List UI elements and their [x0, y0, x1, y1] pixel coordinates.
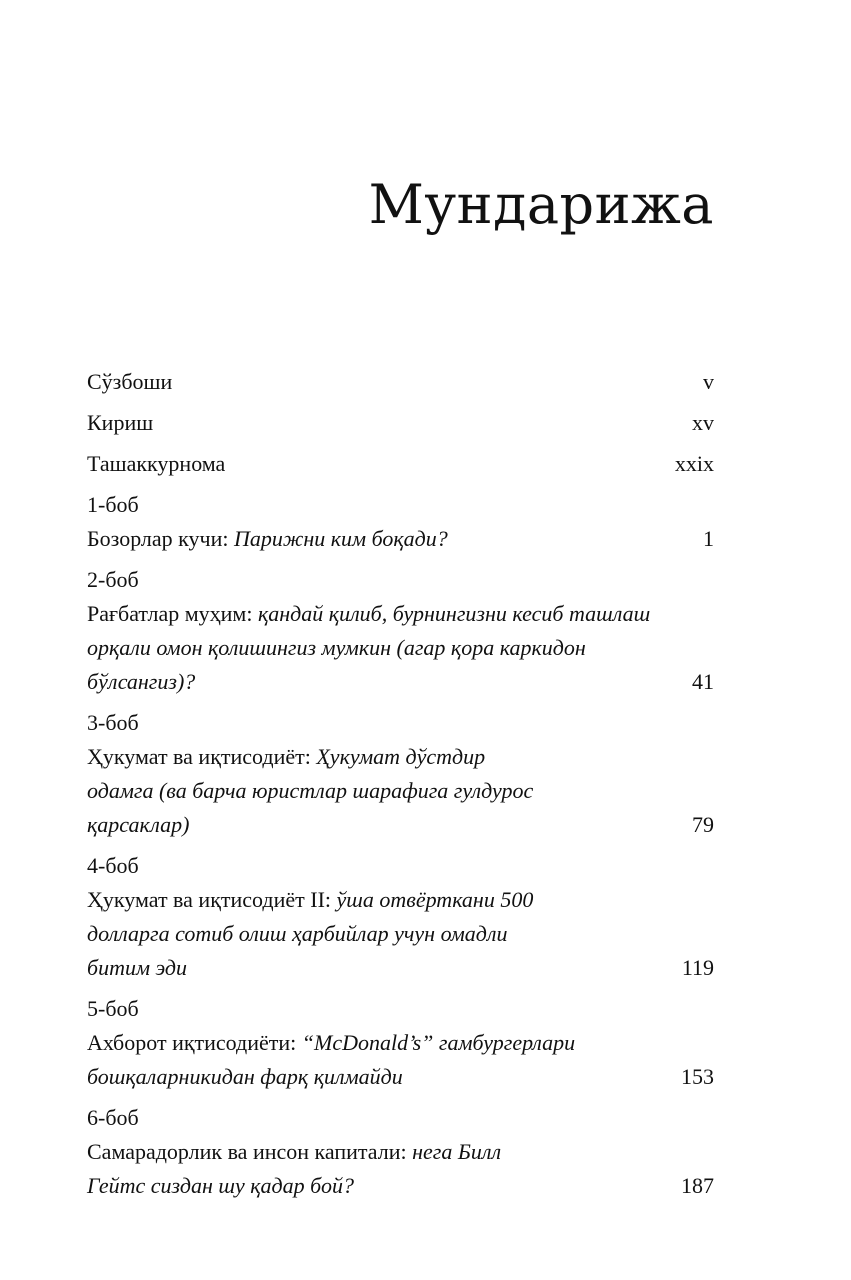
toc-page-number: 79 — [692, 812, 714, 837]
chapter-title: Бозорлар кучи: — [87, 526, 234, 551]
chapter-subtitle: Ҳукумат дўстдир одамга (ва барча юристлар шарафига гулдурос қарсаклар) — [87, 744, 534, 837]
toc-page-number: 187 — [681, 1173, 714, 1198]
chapter-label: 1-боб — [87, 492, 139, 517]
toc-page-number: 1 — [703, 526, 714, 551]
page-title: Мундарижа — [368, 173, 714, 236]
toc-entry-title: Ташаккурнома — [87, 451, 226, 476]
toc-entry-chapter-2[interactable] — [87, 563, 714, 699]
chapter-subtitle: “McDonald’s” гамбургерлари бошқаларникидан фарқ қилмайди — [87, 1030, 576, 1089]
chapter-subtitle: ўша отвёрткани 500 долларга сотиб олиш ҳарбийлар учун омадли битим эди — [87, 887, 534, 980]
toc-entry-text — [87, 488, 703, 556]
toc-entry-chapter-1[interactable] — [87, 488, 714, 556]
chapter-title: Самарадорлик ва инсон капитали: — [87, 1139, 413, 1164]
toc-entry-chapter-3[interactable] — [87, 706, 714, 842]
toc-page-number: v — [703, 369, 714, 394]
toc-page-number: xv — [692, 410, 714, 435]
toc-page-number: 41 — [692, 669, 714, 694]
chapter-label: 4-боб — [87, 853, 139, 878]
chapter-title: Ҳукумат ва иқтисодиёт II: — [87, 887, 337, 912]
toc-entry-title — [87, 740, 557, 842]
toc-entry-chapter-6[interactable] — [87, 1101, 714, 1203]
chapter-subtitle: Парижни ким боқади? — [233, 526, 448, 551]
chapter-subtitle: нега Билл Гейтс сиздан шу қадар бой? — [87, 1139, 502, 1198]
toc-entry-text — [87, 849, 682, 985]
chapter-title: Рағбатлар муҳим: — [87, 601, 258, 626]
toc-entry-text — [87, 706, 692, 842]
toc-entry-title: Сўзбоши — [87, 369, 173, 394]
chapter-label: 2-боб — [87, 567, 139, 592]
table-of-contents — [87, 365, 714, 1210]
toc-entry-text — [87, 365, 703, 399]
toc-entry-chapter-5[interactable] — [87, 992, 714, 1094]
toc-entry-chapter-4[interactable] — [87, 849, 714, 985]
toc-entry-title — [87, 597, 652, 699]
toc-entry-preface[interactable] — [87, 365, 714, 399]
toc-entry-introduction[interactable] — [87, 406, 714, 440]
chapter-subtitle: қандай қилиб, бурнингизни кесиб ташлаш орқали омон қолишингиз мумкин (агар қора каркидон бўлсангиз)? — [87, 601, 651, 694]
toc-entry-text — [87, 992, 681, 1094]
chapter-title: Ахборот иқтисодиёти: — [87, 1030, 302, 1055]
toc-entry-title — [87, 883, 567, 985]
toc-entry-acknowledgements[interactable] — [87, 447, 714, 481]
toc-entry-title — [87, 1135, 557, 1203]
toc-entry-title — [87, 522, 652, 556]
chapter-label: 3-боб — [87, 710, 139, 735]
chapter-label: 5-боб — [87, 996, 139, 1021]
toc-page-number: 119 — [681, 955, 714, 980]
toc-entry-text — [87, 563, 692, 699]
toc-page-number: xxix — [674, 451, 714, 476]
toc-entry-text — [87, 406, 692, 440]
toc-page-number: 153 — [681, 1064, 714, 1089]
toc-entry-title — [87, 1026, 652, 1094]
toc-entry-title: Кириш — [87, 410, 154, 435]
toc-entry-text — [87, 1101, 681, 1203]
chapter-title: Ҳукумат ва иқтисодиёт: — [87, 744, 317, 769]
toc-entry-text — [87, 447, 675, 481]
chapter-label: 6-боб — [87, 1105, 139, 1130]
